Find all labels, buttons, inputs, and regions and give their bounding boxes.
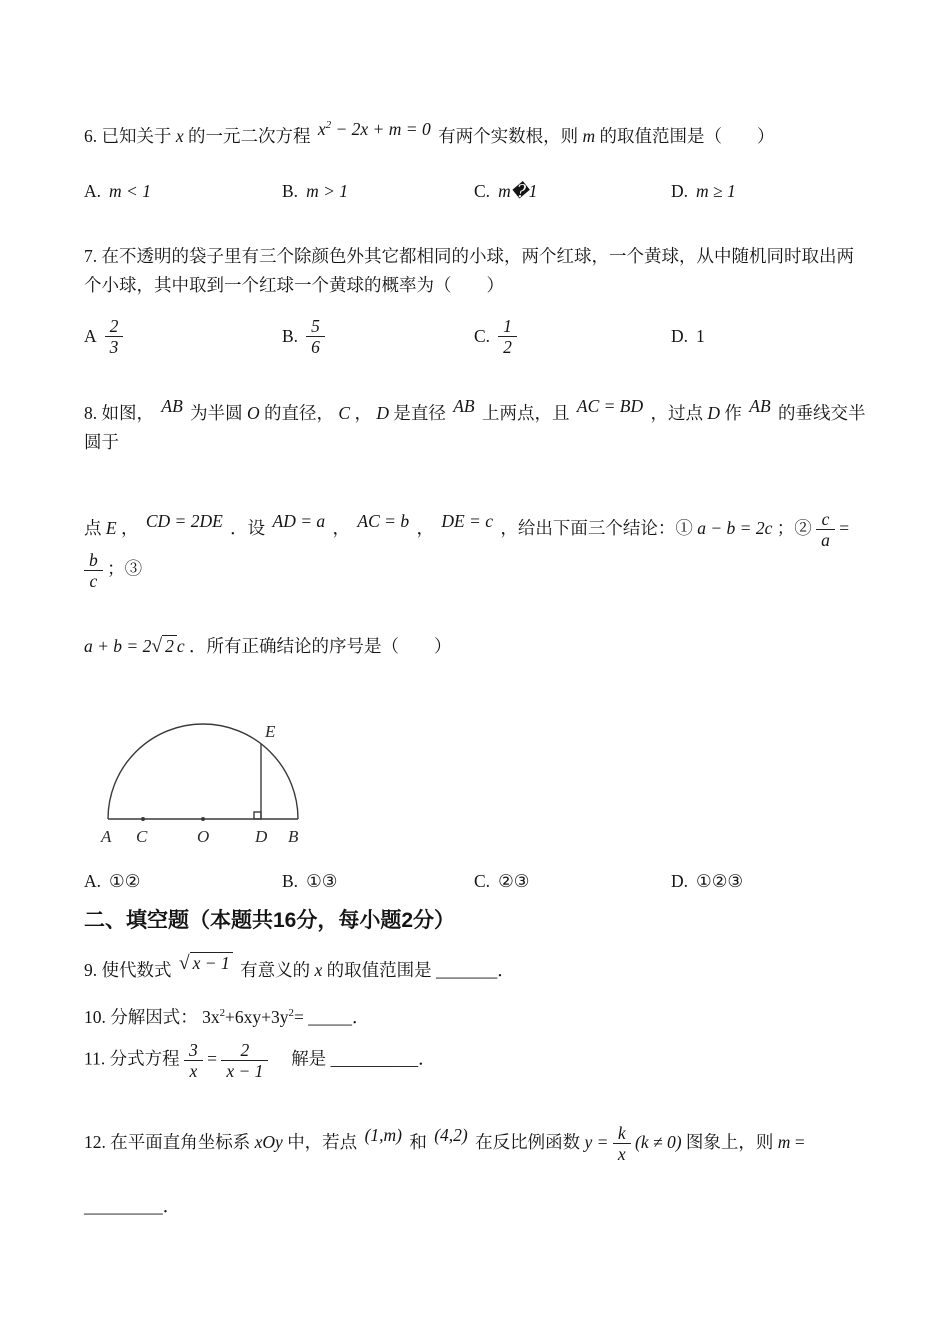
text-segment: 上两点，且 bbox=[482, 402, 570, 423]
question-10 bbox=[84, 1003, 866, 1032]
math-formula bbox=[202, 1007, 304, 1027]
text-segment: ；③ bbox=[107, 558, 143, 579]
option-label: C. bbox=[474, 180, 491, 201]
denominator: 3 bbox=[109, 336, 119, 357]
text-segment: 有两个实数根，则 bbox=[438, 126, 579, 146]
radical-sign: √ bbox=[178, 952, 190, 974]
text-segment: ． bbox=[497, 959, 515, 980]
point-O-dot bbox=[201, 817, 205, 821]
equals-sign: = bbox=[596, 1131, 609, 1152]
text-segment: 使代数式 bbox=[101, 959, 172, 980]
question-8-line-3 bbox=[84, 631, 866, 663]
option-formula: m�1 bbox=[498, 180, 538, 201]
text-segment: ． bbox=[418, 1048, 436, 1069]
numerator: 3 bbox=[184, 1040, 203, 1061]
text-segment: 是直径 bbox=[393, 402, 446, 423]
coordinate-point: (4,2) bbox=[434, 1124, 468, 1145]
text-segment: 分解因式： bbox=[110, 1006, 198, 1027]
option-label: A bbox=[84, 325, 97, 346]
math-formula bbox=[84, 636, 185, 656]
quadratic-equation bbox=[315, 115, 434, 144]
exponent: 2 bbox=[325, 119, 332, 132]
math-formula: AB bbox=[453, 395, 475, 416]
text-segment: 有意义的 bbox=[240, 959, 311, 980]
text-segment: 和 bbox=[409, 1131, 427, 1152]
denominator: c bbox=[89, 571, 98, 592]
fraction bbox=[306, 316, 325, 357]
option-value: ①③ bbox=[306, 870, 338, 891]
text-segment: 作 bbox=[724, 402, 742, 423]
denominator: 2 bbox=[503, 336, 512, 357]
question-7-options bbox=[84, 316, 866, 357]
label-E: E bbox=[265, 721, 276, 741]
question-number: 10. bbox=[84, 1006, 106, 1027]
math-formula: AC = b bbox=[357, 510, 410, 531]
equals-sign: = bbox=[207, 1048, 217, 1069]
answer-blank: _________ bbox=[84, 1196, 163, 1217]
text-segment: ．所有正确结论的序号是（ ） bbox=[189, 636, 452, 657]
numerator: 2 bbox=[105, 316, 124, 337]
option-d bbox=[671, 871, 866, 892]
text-segment: 为半圆 bbox=[190, 402, 243, 423]
text-segment: 的取值范围是 bbox=[326, 959, 432, 980]
text-segment: 如图， bbox=[101, 402, 154, 423]
option-formula: m < 1 bbox=[109, 180, 151, 201]
question-6-options bbox=[84, 181, 866, 202]
option-label: C. bbox=[474, 325, 491, 346]
option-c bbox=[474, 181, 671, 202]
formula-post: c bbox=[176, 636, 185, 657]
math-var: E bbox=[105, 517, 117, 538]
question-9 bbox=[84, 948, 866, 985]
question-12-blank-line bbox=[84, 1192, 866, 1221]
math-formula bbox=[585, 1132, 613, 1152]
question-number: 8. bbox=[84, 402, 98, 423]
text-segment: 的直径， bbox=[264, 402, 335, 423]
text-segment: ． bbox=[162, 1196, 181, 1217]
text-segment: 的一元二次方程 bbox=[188, 126, 311, 146]
section-2-heading bbox=[84, 904, 866, 934]
question-6 bbox=[84, 115, 866, 151]
question-8-options bbox=[84, 871, 866, 892]
question-8-line-2 bbox=[84, 507, 866, 592]
option-label: B. bbox=[282, 325, 299, 346]
option-label: C. bbox=[474, 870, 491, 891]
math-formula: a − b = 2c bbox=[697, 517, 773, 538]
equals-sign: = bbox=[794, 1131, 805, 1152]
fraction bbox=[498, 316, 517, 357]
text-segment: 图象上，则 bbox=[685, 1131, 774, 1152]
text-segment: 解是 bbox=[291, 1048, 327, 1069]
formula-part: = bbox=[293, 1006, 304, 1027]
option-label: B. bbox=[282, 870, 299, 891]
formula-pre: a + b = 2 bbox=[84, 636, 152, 657]
fraction bbox=[84, 550, 103, 591]
formula-part: 3x bbox=[202, 1006, 220, 1027]
text-segment: ，过点 bbox=[650, 402, 703, 423]
exponent: 2 bbox=[288, 1006, 294, 1019]
option-label: D. bbox=[671, 180, 689, 201]
denominator: x bbox=[189, 1060, 198, 1081]
option-b bbox=[282, 181, 474, 202]
math-var: m bbox=[777, 1131, 791, 1152]
radicand: 2 bbox=[162, 635, 177, 656]
text-segment: ， bbox=[332, 517, 351, 538]
math-var: x bbox=[175, 126, 184, 146]
option-d bbox=[671, 181, 866, 202]
option-value: ②③ bbox=[498, 870, 530, 891]
text-segment: 的垂线交半圆于 bbox=[84, 402, 866, 452]
option-d bbox=[671, 326, 866, 347]
question-7 bbox=[84, 242, 866, 300]
math-formula: DE = c bbox=[441, 510, 493, 531]
question-12 bbox=[84, 1121, 866, 1165]
math-var: x bbox=[314, 959, 323, 980]
label-B: B bbox=[288, 826, 299, 846]
math-var: xOy bbox=[254, 1131, 283, 1152]
radical-sign: √ bbox=[151, 636, 163, 658]
text-segment: 在反比例函数 bbox=[475, 1131, 581, 1152]
question-11 bbox=[84, 1040, 866, 1081]
option-label: D. bbox=[671, 325, 689, 346]
formula-part: +6xy+3y bbox=[225, 1006, 289, 1027]
coordinate-point: (1,m) bbox=[364, 1124, 402, 1145]
text-segment: ， bbox=[416, 517, 434, 538]
option-c bbox=[474, 871, 671, 892]
math-var: C bbox=[338, 402, 351, 423]
denominator: x − 1 bbox=[226, 1060, 264, 1081]
text-segment: 中，若点 bbox=[287, 1131, 358, 1152]
option-label: A. bbox=[84, 180, 102, 201]
fraction bbox=[221, 1040, 268, 1081]
eq-base: x bbox=[317, 119, 326, 139]
condition: (k ≠ 0) bbox=[635, 1131, 682, 1152]
question-number: 11. bbox=[84, 1048, 106, 1069]
text-segment: ． bbox=[351, 1006, 370, 1027]
semicircle-diagram bbox=[98, 699, 348, 851]
square-root bbox=[151, 631, 177, 663]
fraction bbox=[184, 1040, 203, 1081]
section-title: 二、填空题（本题共16分，每小题2分） bbox=[84, 908, 456, 932]
math-var: y bbox=[584, 1131, 593, 1152]
question-number: 6. bbox=[84, 126, 98, 146]
option-label: A. bbox=[84, 870, 102, 891]
option-b bbox=[282, 316, 474, 357]
option-value: 1 bbox=[696, 325, 705, 346]
option-a bbox=[84, 181, 282, 202]
fraction bbox=[816, 509, 835, 550]
question-number: 9. bbox=[84, 959, 98, 980]
text-segment: ；② bbox=[776, 517, 812, 538]
math-var: O bbox=[247, 402, 260, 423]
option-value: ①② bbox=[109, 870, 141, 891]
numerator: c bbox=[816, 509, 835, 530]
label-D: D bbox=[255, 826, 268, 846]
geometry-figure bbox=[98, 699, 866, 851]
option-b bbox=[282, 871, 474, 892]
text-segment: ．设 bbox=[230, 517, 266, 538]
option-a bbox=[84, 316, 282, 357]
option-label: D. bbox=[671, 870, 689, 891]
fraction bbox=[105, 316, 124, 357]
denominator: 6 bbox=[311, 336, 320, 357]
numerator: 1 bbox=[498, 316, 517, 337]
math-formula: CD = 2DE bbox=[145, 510, 223, 531]
text-segment: 的取值范围是（ ） bbox=[599, 126, 775, 146]
question-number: 12. bbox=[84, 1131, 106, 1152]
math-formula: AB bbox=[749, 395, 771, 416]
square-root bbox=[176, 948, 236, 980]
equals-sign: = bbox=[839, 517, 850, 538]
option-formula: m > 1 bbox=[306, 180, 349, 201]
text-segment: 分式方程 bbox=[109, 1048, 180, 1069]
option-label: B. bbox=[282, 180, 299, 201]
denominator: a bbox=[821, 530, 830, 551]
answer-blank: _______ bbox=[436, 959, 498, 980]
numerator: b bbox=[84, 550, 103, 571]
text-segment: 在平面直角坐标系 bbox=[110, 1131, 251, 1152]
text-segment: ， bbox=[354, 402, 372, 423]
label-C: C bbox=[136, 826, 148, 846]
option-a bbox=[84, 871, 282, 892]
text-segment: 已知关于 bbox=[101, 126, 172, 146]
math-formula: AC = BD bbox=[576, 395, 644, 416]
label-A: A bbox=[101, 826, 112, 846]
option-c bbox=[474, 316, 671, 357]
math-var: D bbox=[376, 402, 389, 423]
question-number: 7. bbox=[84, 245, 98, 266]
answer-blank: __________ bbox=[330, 1048, 419, 1069]
denominator: x bbox=[617, 1144, 626, 1165]
text-segment: ，给出下面三个结论：① bbox=[500, 517, 693, 538]
text-segment: ， bbox=[120, 517, 139, 538]
question-8-line-1 bbox=[84, 392, 866, 457]
numerator: 5 bbox=[306, 316, 325, 337]
math-formula: AB bbox=[161, 395, 183, 416]
numerator: 2 bbox=[221, 1040, 268, 1061]
exponent: 2 bbox=[219, 1006, 226, 1019]
math-var: m bbox=[582, 126, 596, 146]
math-formula: AD = a bbox=[272, 510, 326, 531]
eq-rest: − 2x + m = 0 bbox=[331, 119, 431, 139]
math-var: D bbox=[707, 402, 721, 423]
point-C-dot bbox=[141, 817, 145, 821]
option-formula: m ≥ 1 bbox=[696, 180, 736, 201]
option-value: ①②③ bbox=[696, 870, 744, 891]
answer-blank: _____ bbox=[308, 1006, 352, 1027]
text-segment: 点 bbox=[84, 517, 102, 538]
fraction bbox=[613, 1123, 631, 1164]
radicand: x − 1 bbox=[190, 952, 233, 973]
right-angle-mark bbox=[254, 812, 261, 819]
text-segment: 在不透明的袋子里有三个除颜色外其它都相同的小球，两个红球，一个黄球，从中随机同时取出两个小球，其中取到一个红球一个黄球的概率为（ ） bbox=[84, 245, 854, 295]
numerator: k bbox=[613, 1123, 631, 1144]
label-O: O bbox=[197, 826, 210, 846]
